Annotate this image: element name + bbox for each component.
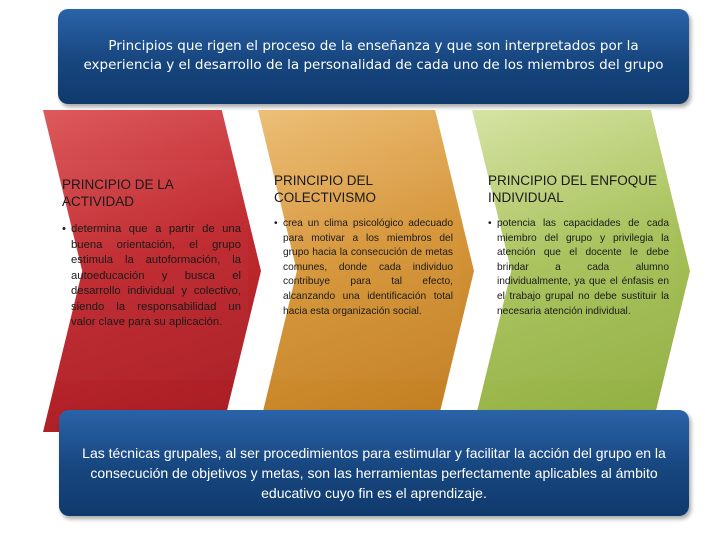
principle-panel-enfoque-individual xyxy=(481,160,676,380)
bullet-icon: • xyxy=(62,223,66,235)
footer-text: Las técnicas grupales, al ser procedimientos para estimular y facilitar la acción del grupo en la consecución de objetivos y metas, son las herramientas perfectamente aplicables al ámbito educativo cuyo fin es el aprendizaje. xyxy=(82,445,666,501)
header-text: Principios que rigen el proceso de la enseñanza y que son interpretados por la experiencia y el desarrollo de la personalidad de cada uno de los miembros del grupo xyxy=(83,38,664,73)
header-box xyxy=(58,9,689,104)
principle-title: PRINCIPIO DEL ENFOQUE INDIVIDUAL xyxy=(488,173,658,205)
principle-body xyxy=(62,222,241,331)
principle-panel-colectivismo xyxy=(267,160,460,380)
principle-title: PRINCIPIO DE LA ACTIVIDAD xyxy=(62,177,174,209)
principle-title: PRINCIPIO DEL COLECTIVISMO xyxy=(274,173,377,205)
principle-text: potencia las capacidades de cada miembro del grupo y privilegia la atención que el docente le debe brindar a cada alumno individualmente, ya que el énfasis en el trabajo grupal no debe sustituir la necesaria atención individual. xyxy=(497,218,669,317)
footer-box xyxy=(59,410,689,516)
bullet-icon: • xyxy=(488,218,492,229)
principle-panel-actividad xyxy=(55,160,248,380)
principle-body xyxy=(488,217,669,319)
principle-text: crea un clima psicológico adecuado para motivar a los miembros del grupo hacia la consecución de metas comunes, donde cada individuo contribuye para tal efecto, alcanzando una identificación total hacia esta organización social. xyxy=(283,218,453,317)
bullet-icon: • xyxy=(274,218,278,229)
principle-body xyxy=(274,217,453,319)
principle-text: determina que a partir de una buena orientación, el grupo estimula la autoformación, la autoeducación y busca el desarrollo individual y colectivo, siendo la responsabilidad un valor clave para su aplicación. xyxy=(71,223,241,328)
